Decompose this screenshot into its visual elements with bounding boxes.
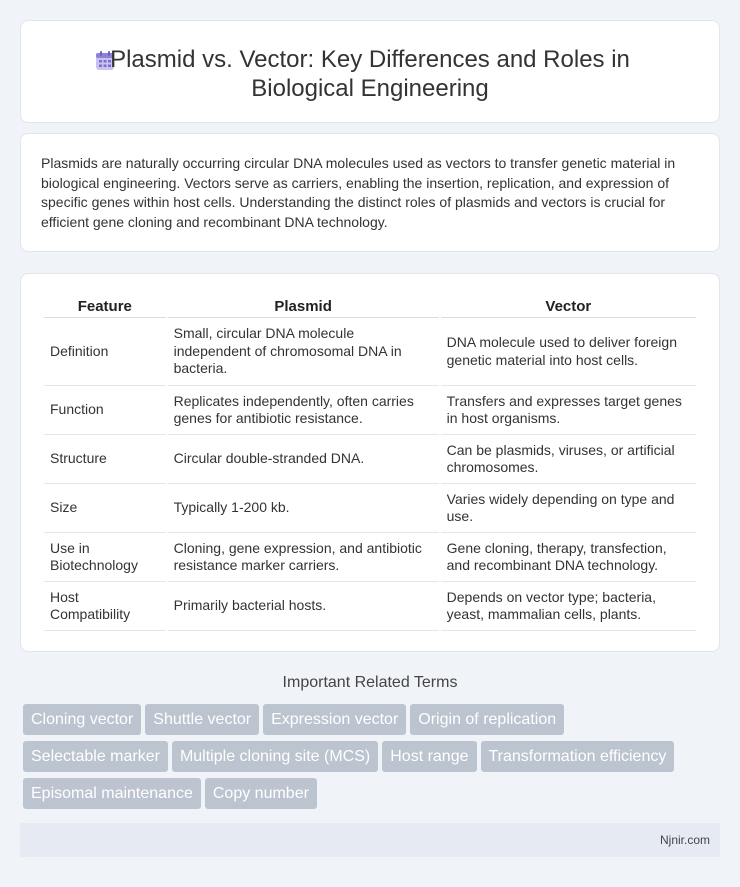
plasmid-cell: Circular double-stranded DNA. [168,435,439,484]
intro-paragraph: Plasmids are naturally occurring circular DNA molecules used as vectors to transfer genetic material in biological engineering. Vectors serve as carriers, enabling the insertion, replication, and expression of specific genes within host cells. Understanding the distinct roles of plasmids and vectors is crucial for efficient gene cloning and recombinant DNA technology. [41,155,676,230]
table-row [44,318,696,386]
footer [20,823,720,857]
tag-copy-number[interactable]: Copy number [205,778,317,809]
plasmid-cell: Small, circular DNA molecule independent of chromosomal DNA in bacteria. [168,318,439,386]
tag-host-range[interactable]: Host range [382,741,476,772]
vector-cell: Transfers and expresses target genes in host organisms. [441,386,696,435]
intro-card [20,133,720,252]
feature-cell: Size [44,484,166,533]
table-row [44,582,696,631]
footer-site-name: Njnir.com [659,833,710,847]
comparison-table [42,294,698,631]
vector-cell: Varies widely depending on type and use. [441,484,696,533]
feature-cell: Definition [44,318,166,386]
table-header-row [44,294,696,318]
title-card [20,20,720,123]
feature-cell: Use in Biotechnology [44,533,166,582]
tag-expression-vector[interactable]: Expression vector [263,704,406,735]
plasmid-cell: Primarily bacterial hosts. [168,582,439,631]
plasmid-cell: Cloning, gene expression, and antibiotic resistance marker carriers. [168,533,439,582]
vector-cell: Depends on vector type; bacteria, yeast, mammalian cells, plants. [441,582,696,631]
header-plasmid: Plasmid [168,294,439,318]
table-row [44,386,696,435]
feature-cell: Structure [44,435,166,484]
tag-origin-of-replication[interactable]: Origin of replication [410,704,564,735]
plasmid-cell: Replicates independently, often carries genes for antibiotic resistance. [168,386,439,435]
header-feature: Feature [44,294,166,318]
tag-multiple-cloning-site[interactable]: Multiple cloning site (MCS) [172,741,378,772]
page-title: Plasmid vs. Vector: Key Differences and Roles in Biological Engineering [110,46,630,102]
tag-cloning-vector[interactable]: Cloning vector [23,704,141,735]
header-vector: Vector [441,294,696,318]
table-row [44,533,696,582]
feature-cell: Host Compatibility [44,582,166,631]
vector-cell: Gene cloning, therapy, transfection, and recombinant DNA technology. [441,533,696,582]
vector-cell: DNA molecule used to deliver foreign genetic material into host cells. [441,318,696,386]
tag-transformation-efficiency[interactable]: Transformation efficiency [481,741,675,772]
tag-selectable-marker[interactable]: Selectable marker [23,741,168,772]
feature-cell: Function [44,386,166,435]
related-terms-heading: Important Related Terms [282,674,458,691]
related-terms-list [23,704,713,815]
table-row [44,435,696,484]
plasmid-cell: Typically 1-200 kb. [168,484,439,533]
vector-cell: Can be plasmids, viruses, or artificial chromosomes. [441,435,696,484]
comparison-table-card [20,273,720,652]
tag-shuttle-vector[interactable]: Shuttle vector [145,704,259,735]
tag-episomal-maintenance[interactable]: Episomal maintenance [23,778,201,809]
table-row [44,484,696,533]
